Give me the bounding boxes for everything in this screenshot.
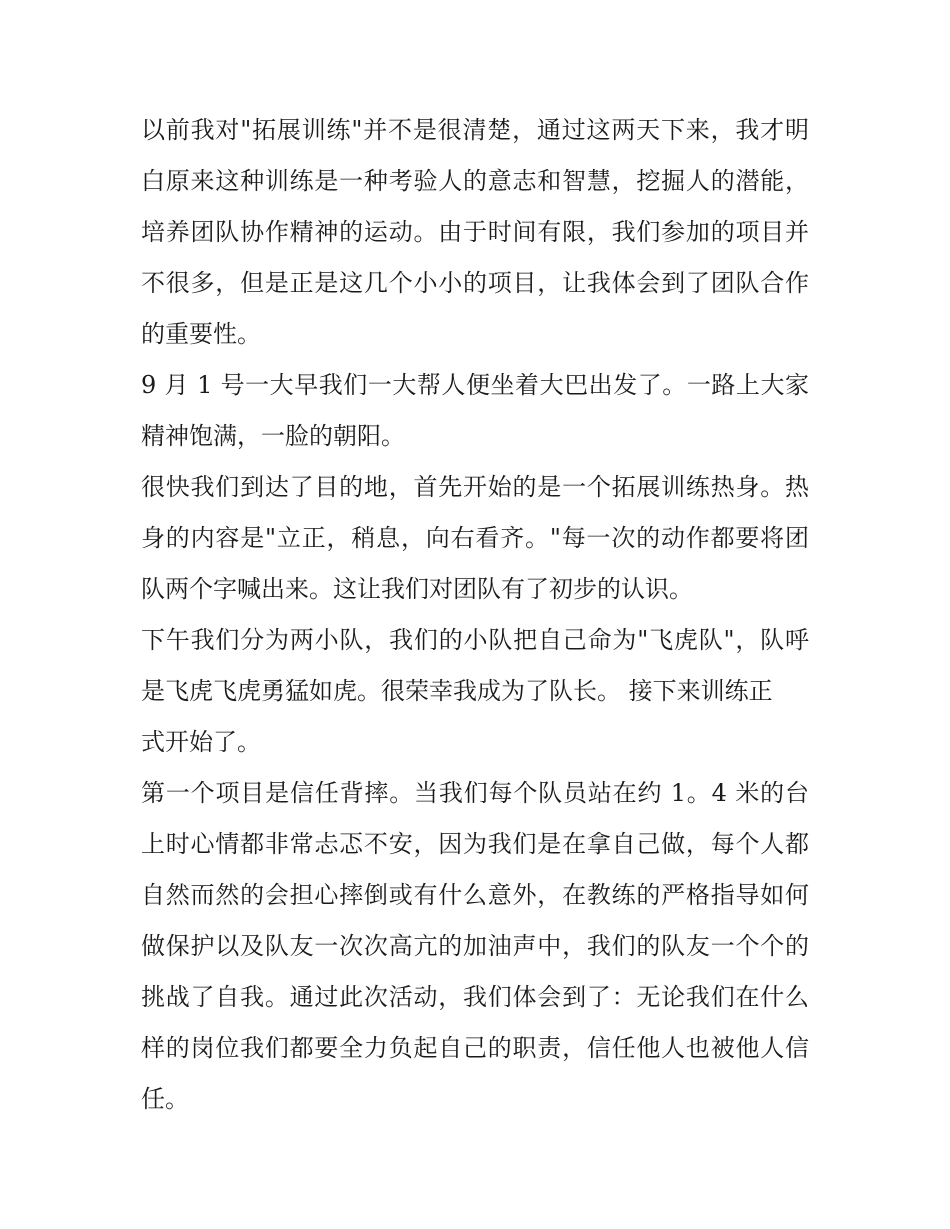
text-line: 第一个项目是信任背摔。当我们每个队员站在约 1。4 米的台 xyxy=(141,779,809,807)
paragraph-3 xyxy=(141,462,809,615)
text-line: 队两个字喊出来。这让我们对团队有了初步的认识。 xyxy=(141,575,693,603)
text-line: 挑战了自我。通过此次活动，我们体会到了：无论我们在什么 xyxy=(141,983,809,1011)
paragraph-1 xyxy=(141,105,809,360)
text-line: 以前我对"拓展训练"并不是很清楚，通过这两天下来，我才明 xyxy=(141,116,809,144)
paragraph-5 xyxy=(141,768,809,1125)
text-line: 自然而然的会担心摔倒或有什么意外，在教练的严格指导如何 xyxy=(141,881,809,909)
text-line: 不很多，但是正是这几个小小的项目，让我体会到了团队合作 xyxy=(141,269,809,297)
paragraph-4 xyxy=(141,615,809,768)
text-line: 做保护以及队友一次次高亢的加油声中，我们的队友一个个的 xyxy=(141,932,809,960)
text-line: 身的内容是"立正，稍息，向右看齐。"每一次的动作都要将团 xyxy=(141,524,809,552)
text-line: 9 月 1 号一大早我们一大帮人便坐着大巴出发了。一路上大家 xyxy=(141,371,809,399)
paragraph-2 xyxy=(141,360,809,462)
text-line: 很快我们到达了目的地，首先开始的是一个拓展训练热身。热 xyxy=(141,473,809,501)
text-line: 白原来这种训练是一种考验人的意志和智慧，挖掘人的潜能， xyxy=(141,167,809,195)
text-line: 任。 xyxy=(141,1085,189,1113)
text-line: 精神饱满，一脸的朝阳。 xyxy=(141,422,405,450)
text-line: 是飞虎飞虎勇猛如虎。很荣幸我成为了队长。 接下来训练正 xyxy=(141,677,773,705)
text-line: 培养团队协作精神的运动。由于时间有限，我们参加的项目并 xyxy=(141,218,809,246)
text-line: 式开始了。 xyxy=(141,728,261,756)
text-line: 下午我们分为两小队，我们的小队把自己命为"飞虎队"，队呼 xyxy=(141,626,809,654)
text-line: 样的岗位我们都要全力负起自己的职责，信任他人也被他人信 xyxy=(141,1034,809,1062)
document-body xyxy=(141,105,809,1125)
text-line: 上时心情都非常忐忑不安，因为我们是在拿自己做，每个人都 xyxy=(141,830,809,858)
text-line: 的重要性。 xyxy=(141,320,261,348)
